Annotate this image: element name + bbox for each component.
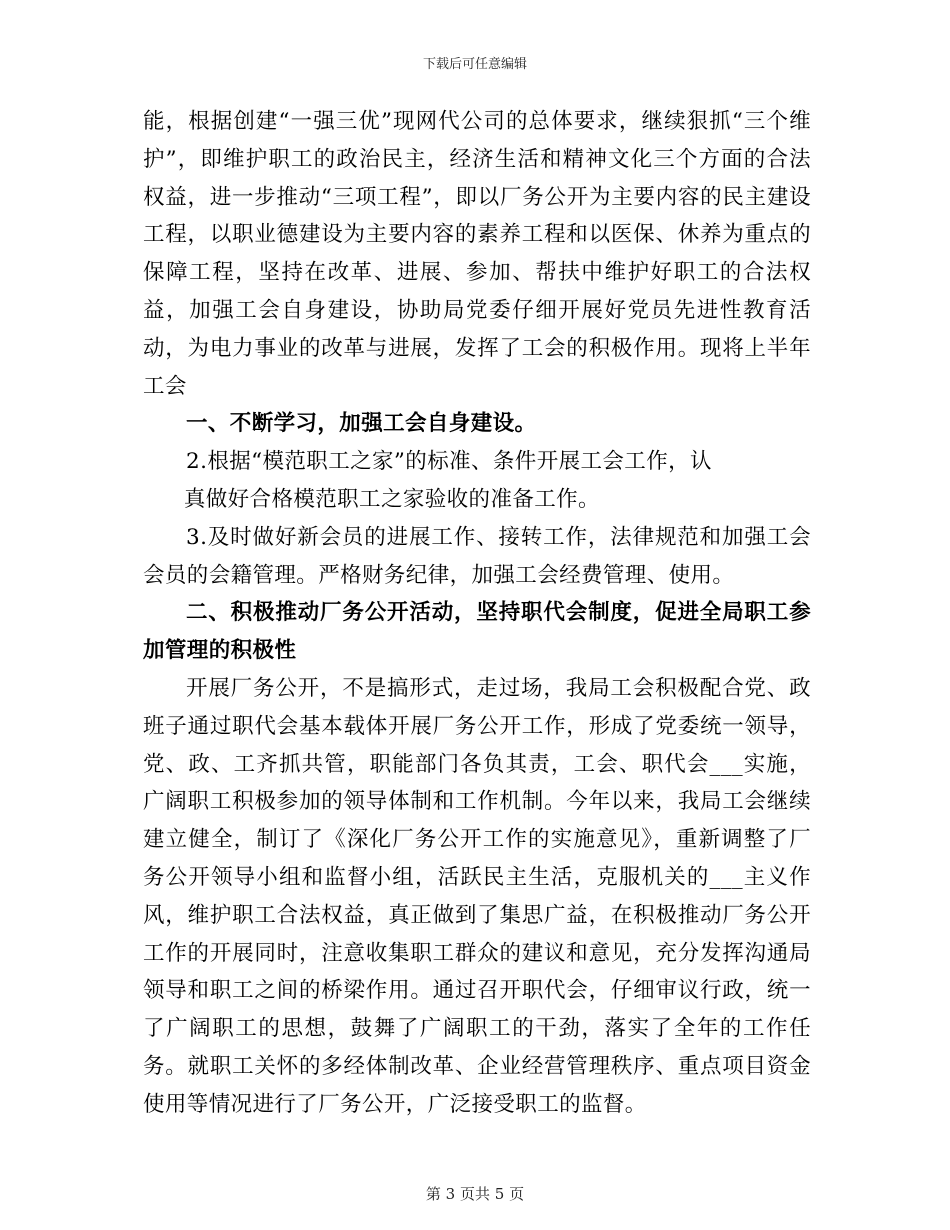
list-item-2-line-1: 2.根据“模范职工之家”的标准、条件开展工会工作，认	[186, 449, 712, 475]
document-body	[143, 103, 811, 1124]
page-number-footer: 第 3 页共 5 页	[425, 1185, 525, 1203]
paragraph-section-2-body: 开展厂务公开，不是搞形式，走过场，我局工会积极配合党、政班子通过职代会基本载体开展厂务公开工作，形成了党委统一领导，党、政、工齐抓共管，职能部门各负其责，工会、职代会___实施，广阔职工积极参加的领导体制和工作机制。今年以来，我局工会继续建立健全，制订了《深化厂务公开工作的实施意见》，重新调整了厂务公开领导小组和监督小组，活跃民主生活，克服机关的___主义作风，维护职工合法权益，真正做到了集思广益，在积极推动厂务公开工作的开展同时，注意收集职工群众的建议和意见，充分发挥沟通局领导和职工之间的桥梁作用。通过召开职代会，仔细审议行政，统一了广阔职工的思想，鼓舞了广阔职工的干劲，落实了全年的工作任务。就职工关怀的多经体制改革、企业经营管理秩序、重点项目资金使用等情况进行了厂务公开，广泛接受职工的监督。	[143, 675, 811, 1117]
list-item-3: 3.及时做好新会员的进展工作、接转工作，法律规范和加强工会会员的会籍管理。严格财务纪律，加强工会经费管理、使用。	[143, 524, 811, 588]
list-item-2-line-2: 真做好合格模范职工之家验收的准备工作。	[183, 486, 600, 512]
page-header-note: 下载后可任意编辑	[422, 57, 527, 72]
section-heading-1: 一、不断学习，加强工会自身建设。	[186, 411, 537, 437]
section-heading-2: 二、积极推动厂务公开活动，坚持职代会制度，促进全局职工参加管理的积极性	[143, 600, 811, 664]
paragraph-intro: 能，根据创建“一强三优”现网代公司的总体要求，继续狠抓“三个维护”，即维护职工的政治民主，经济生活和精神文化三个方面的合法权益，进一步推动“三项工程”，即以厂务公开为主要内容的民主建设工程，以职业德建设为主要内容的素养工程和以医保、休养为重点的保障工程，坚持在改革、进展、参加、帮扶中维护好职工的合法权益，加强工会自身建设，协助局党委仔细开展好党员先进性教育活动，为电力事业的改革与进展，发挥了工会的积极作用。现将上半年工会	[143, 109, 811, 399]
